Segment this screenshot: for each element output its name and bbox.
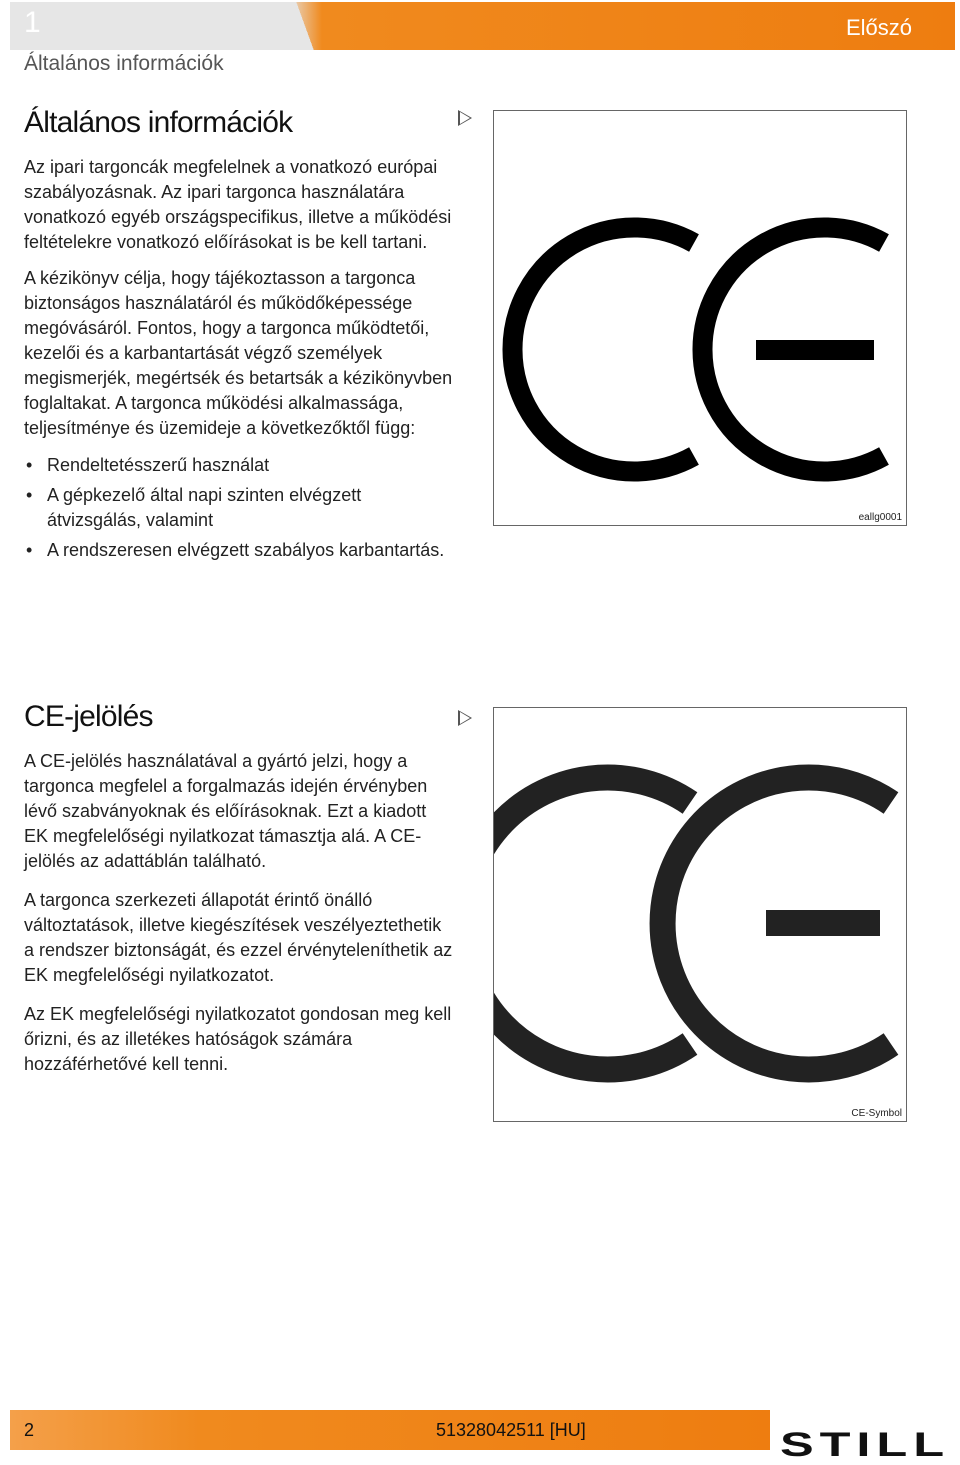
section-ce-body [24,749,454,1088]
bullet-icon: • [26,540,33,560]
header-band [10,2,955,50]
header-band-divider [275,2,335,50]
still-logo [780,1428,952,1458]
list-item: • Rendeltetésszerű használat [24,453,454,478]
section-label: Előszó [845,15,912,40]
chapter-title: Általános információk [24,52,224,75]
paragraph: Az EK megfelelőségi nyilatkozatot gondosan meg kell őrizni, és az illetékes hatóságok számára hozzáférhetővé kell tenni. [24,1004,452,1074]
section-general-body [24,155,454,568]
section-title-ce: CE-jelölés [24,700,153,733]
figure-caption: CE-Symbol [851,1108,902,1119]
figure-pointer-icon [458,110,472,126]
paragraph: A kézikönyv célja, hogy tájékoztasson a targonca biztonságos használatáról és működőképessége megóvásáról. Fontos, hogy a targonca működtetői, kezelői és a karbantartását végző személyek megismerjék, megértsék és betartsák a kézikönyvben foglaltakat. A targonca működési alkalmassága, teljesítménye és üzemideje a következőktől függ: [24,268,453,438]
list-item: • A gépkezelő által napi szinten elvégzett átvizsgálás, valamint [26,485,362,530]
paragraph: Az ipari targoncák megfelelnek a vonatkozó európai szabályozásnak. Az ipari targonca használatára vonatkozó egyéb országspecifikus, illetve a működési feltételekre vonatkozó előírásokat is be kell tartani. [24,157,452,252]
list-item: • A rendszeresen elvégzett szabályos karbantartás. [24,538,454,563]
chapter-number: 1 [24,6,41,39]
paragraph: A CE-jelölés használatával a gyártó jelzi, hogy a targonca megfelel a forgalmazás idején érvényben lévő szabványoknak és előírásoknak. Ezt a kiadott EK megfelelőségi nyilatkozat támasztja alá. A CE-jelölés az adattáblán található. [24,751,428,871]
paragraph: A targonca szerkezeti állapotát érintő önálló változtatások, illetve kiegészítések veszélyeztethetik a rendszer biztonságát, és ezzel érvényteleníthetik az EK megfelelőségi nyilatkozatot. [24,890,453,985]
svg-text:STILL: STILL [780,1428,950,1458]
ce-figure-eallg0001 [493,110,907,526]
figure-caption: eallg0001 [858,512,902,523]
requirements-list [24,453,454,563]
document-id: 51328042511 [HU] [436,1420,586,1440]
ce-figure-symbol [493,707,907,1122]
section-title-general: Általános információk [24,106,293,139]
ce-mark-icon [494,111,906,525]
bullet-icon: • [26,485,33,505]
figure-pointer-icon [458,710,472,726]
page-number: 2 [24,1420,35,1440]
footer-band [10,1410,770,1450]
bullet-icon: • [26,455,33,475]
ce-mark-icon [494,708,906,1121]
